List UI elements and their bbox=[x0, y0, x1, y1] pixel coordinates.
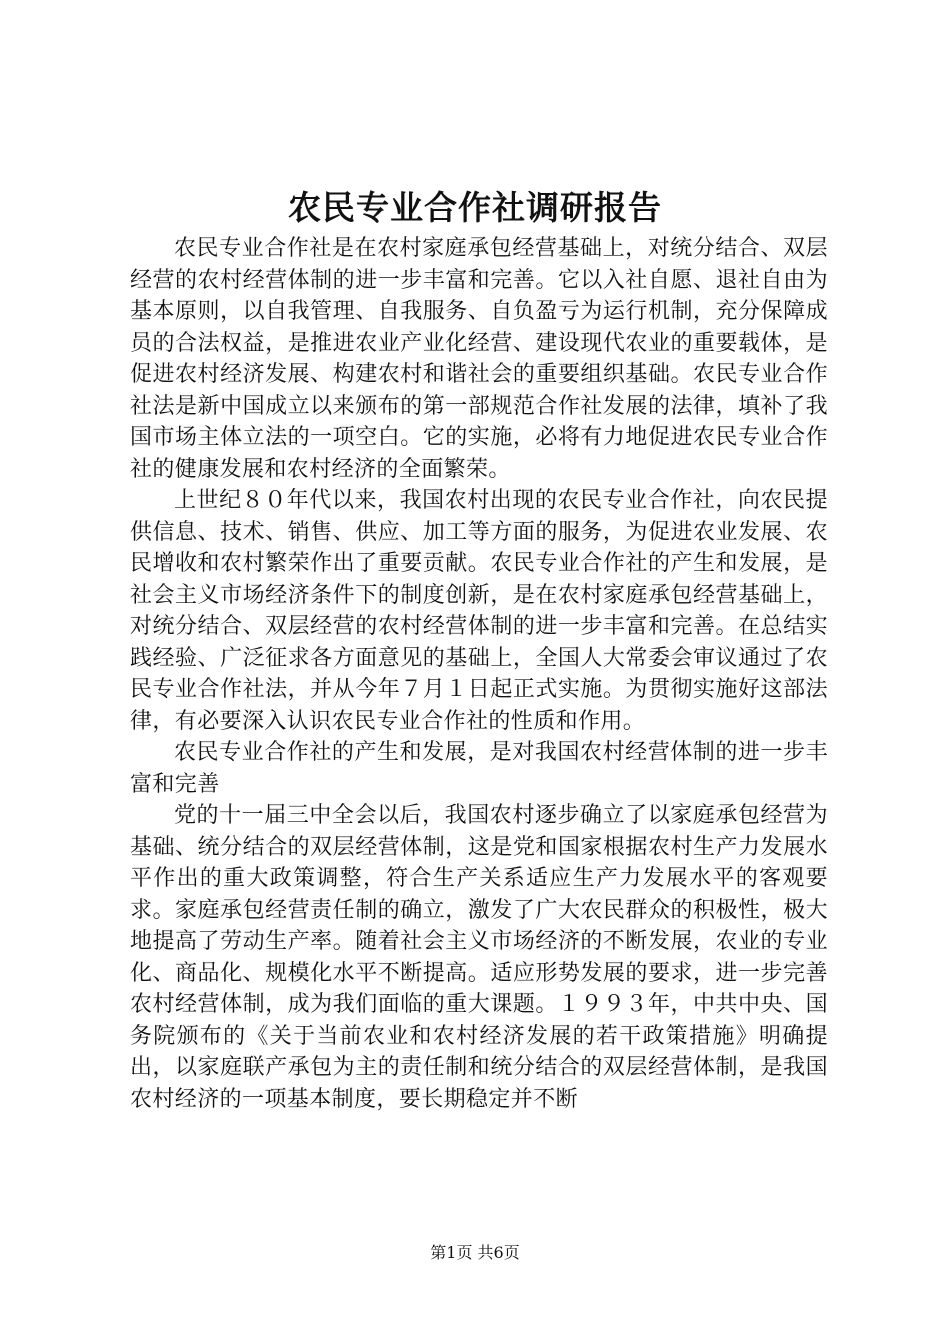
paragraph-intro: 农民专业合作社是在农村家庭承包经营基础上，对统分结合、双层经营的农村经营体制的进一步丰富和完善。它以入社自愿、退社自由为基本原则，以自我管理、自我服务、自负盈亏为运行机制，充分保障成员的合法权益，是推进农业产业化经营、建设现代农业的重要载体，是促进农村经济发展、构建农村和谐社会的重要组织基础。农民专业合作社法是新中国成立以来颁布的第一部规范合作社发展的法律，填补了我国市场主体立法的一项空白。它的实施，必将有力地促进农民专业合作社的健康发展和农村经济的全面繁荣。 bbox=[130, 236, 828, 482]
page-footer: 第1页 共6页 bbox=[430, 1243, 520, 1262]
section-heading: 农民专业合作社的产生和发展，是对我国农村经营体制的进一步丰富和完善 bbox=[130, 740, 828, 797]
document-title: 农民专业合作社调研报告 bbox=[288, 188, 662, 227]
paragraph-reform: 党的十一届三中全会以后，我国农村逐步确立了以家庭承包经营为基础、统分结合的双层经营体制，这是党和国家根据农村生产力发展水平作出的重大政策调整，符合生产关系适应生产力发展水平的客观要求。家庭承包经营责任制的确立，激发了广大农民群众的积极性，极大地提高了劳动生产率。随着社会主义市场经济的不断发展，农业的专业化、商品化、规模化水平不断提高。适应形势发展的要求，进一步完善农村经营体制，成为我们面临的重大课题。１９９３年，中共中央、国务院颁布的《关于当前农业和农村经济发展的若干政策措施》明确提出，以家庭联产承包为主的责任制和统分结合的双层经营体制，是我国农村经济的一项基本制度，要长期稳定并不断 bbox=[130, 803, 828, 1112]
paragraph-history: 上世纪８０年代以来，我国农村出现的农民专业合作社，向农民提供信息、技术、销售、供应、加工等方面的服务，为促进农业发展、农民增收和农村繁荣作出了重要贡献。农民专业合作社的产生和发展，是社会主义市场经济条件下的制度创新，是在农村家庭承包经营基础上，对统分结合、双层经营的农村经营体制的进一步丰富和完善。在总结实践经验、广泛征求各方面意见的基础上，全国人大常委会审议通过了农民专业合作社法，并从今年７月１日起正式实施。为贯彻实施好这部法律，有必要深入认识农民专业合作社的性质和作用。 bbox=[130, 488, 828, 734]
document-body bbox=[130, 233, 828, 1115]
